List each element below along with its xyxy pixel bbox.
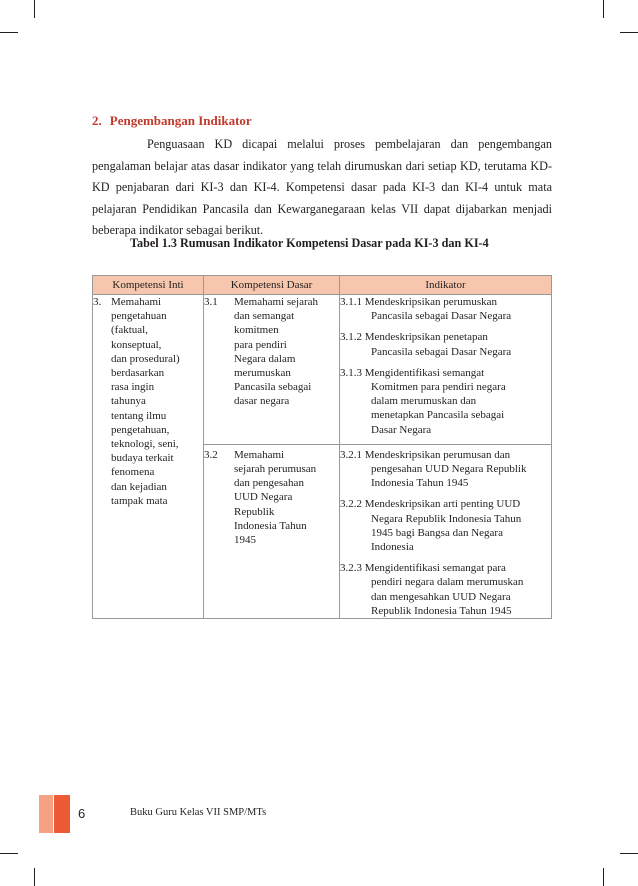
indicator-line: Republik Indonesia Tahun 1945 — [371, 604, 512, 617]
ki-line: tentang ilmu — [111, 409, 167, 422]
indicator-line: Pancasila sebagai Dasar Negara — [371, 310, 512, 323]
indicator-code: 3.2.3 — [340, 562, 362, 575]
indicator-item — [340, 366, 551, 437]
indicator-line: dan mengesahkan UUD Negara — [371, 590, 511, 603]
table-header-row — [93, 276, 552, 295]
kd-line: sejarah perumusan — [234, 463, 317, 476]
header-kompetensi-inti: Kompetensi Inti — [93, 276, 204, 295]
indicator-item — [340, 448, 551, 491]
indicator-line: Indonesia Tahun 1945 — [371, 477, 469, 490]
indicator-code: 3.1.2 — [340, 331, 362, 344]
crop-mark — [603, 0, 604, 18]
kd-line: dan pengesahan — [234, 477, 304, 490]
indicator-line: Mendeskripsikan perumusan dan — [364, 448, 511, 461]
indicator-line: Indonesia — [371, 541, 414, 554]
indicator-line: Mendeskripsikan penetapan — [364, 331, 488, 344]
kd-line: Indonesia Tahun — [234, 519, 307, 532]
indicator-code: 3.2.1 — [340, 448, 362, 461]
ki-line: dan prosedural) — [111, 352, 180, 365]
indicator-line: 1945 bagi Bangsa dan Negara — [371, 526, 503, 539]
ki-line: berdasarkan — [111, 367, 165, 380]
ki-line: (faktual, — [111, 324, 148, 337]
indicator-item — [340, 497, 551, 554]
indicator-item — [340, 330, 551, 358]
kd-number: 3.1 — [204, 296, 218, 308]
ki-line: pengetahuan — [111, 310, 167, 323]
kd-line: dasar negara — [234, 395, 290, 408]
indicator-cell — [340, 444, 552, 618]
indicator-code: 3.1.3 — [340, 366, 362, 379]
indicator-line: pendiri negara dalam merumuskan — [371, 576, 524, 589]
ki-line: rasa ingin — [111, 381, 155, 394]
crop-mark — [603, 868, 604, 886]
indicator-table — [92, 275, 552, 619]
kd-line: Republik — [234, 505, 275, 518]
footer-bar-accent — [54, 795, 70, 833]
header-indikator: Indikator — [340, 276, 552, 295]
indicator-line: Mengidentifikasi semangat — [364, 366, 485, 379]
indicator-line: Pancasila sebagai Dasar Negara — [371, 345, 512, 358]
kd-line: UUD Negara — [234, 491, 293, 504]
section-title: Pengembangan Indikator — [109, 113, 252, 128]
ki-line: tahunya — [111, 395, 146, 408]
indicator-line: Mendeskripsikan arti penting UUD — [364, 498, 521, 511]
indicator-line: Negara Republik Indonesia Tahun — [371, 512, 522, 525]
indicator-item — [340, 561, 551, 618]
kd-line: dan semangat — [234, 310, 295, 323]
ki-line: pengetahuan, — [111, 423, 170, 436]
intro-paragraph — [92, 134, 552, 242]
footer-book-title: Buku Guru Kelas VII SMP/MTs — [130, 807, 267, 818]
crop-mark — [34, 0, 35, 18]
kd-line: Memahami — [234, 448, 285, 461]
table-caption: Tabel 1.3 Rumusan Indikator Kompetensi Dasar pada KI-3 dan KI-4 — [130, 236, 489, 250]
indicator-item — [340, 295, 551, 323]
indicator-line: Komitmen para pendiri negara — [371, 381, 506, 394]
ki-line: tampak mata — [111, 494, 168, 507]
crop-mark — [0, 853, 18, 854]
indicator-line: Mendeskripsikan perumuskan — [364, 296, 498, 308]
ki-number: 3. — [93, 296, 102, 308]
indicator-cell — [340, 295, 552, 445]
footer-bar-light — [39, 795, 53, 833]
crop-mark — [620, 32, 638, 33]
ki-cell — [93, 295, 204, 619]
crop-mark — [34, 868, 35, 886]
kd-cell — [204, 444, 340, 618]
kd-text — [234, 295, 332, 409]
paragraph-text: Penguasaan KD dicapai melalui proses pembelajaran dan pengembangan pengalaman belajar atas dasar indikator yang telah dirumuskan dari setiap KD, terutama KD-KD penjabaran dari KI-3 dan KI-4. Kompetensi dasar pada KI-3 dan KI-4 untuk mata pelajaran Pendidikan Pancasila dan Kewarganegaraan kelas VII dapat dijabarkan menjadi beberapa indikator sebagai berikut. — [92, 137, 552, 238]
kd-number: 3.2 — [204, 448, 218, 461]
crop-mark — [620, 853, 638, 854]
crop-mark — [0, 32, 18, 33]
indicator-line: dalam merumuskan dan — [371, 395, 477, 408]
indicator-line: Mengidentifikasi semangat para — [364, 562, 506, 575]
indicator-line: menetapkan Pancasila sebagai — [371, 409, 505, 422]
kd-line: Pancasila sebagai — [234, 381, 312, 394]
indicator-line: Dasar Negara — [371, 423, 432, 436]
indicator-code: 3.2.2 — [340, 498, 362, 511]
kd-line: Memahami sejarah — [234, 296, 318, 308]
ki-line: fenomena — [111, 466, 155, 479]
ki-line: teknologi, seni, — [111, 438, 179, 451]
indicator-code: 3.1.1 — [340, 296, 362, 308]
ki-line: Memahami — [111, 296, 162, 308]
ki-line: budaya terkait — [111, 452, 174, 465]
section-heading — [92, 113, 252, 129]
kd-line: para pendiri — [234, 338, 287, 351]
header-kompetensi-dasar: Kompetensi Dasar — [204, 276, 340, 295]
kd-line: merumuskan — [234, 367, 291, 380]
ki-line: dan kejadian — [111, 480, 167, 493]
kd-line: Negara dalam — [234, 352, 296, 365]
kd-line: komitmen — [234, 324, 279, 337]
page-number: 6 — [78, 806, 86, 821]
table-row — [93, 295, 552, 445]
ki-line: konseptual, — [111, 338, 162, 351]
kd-line: 1945 — [234, 534, 256, 547]
indicator-line: pengesahan UUD Negara Republik — [371, 463, 527, 476]
kd-cell — [204, 295, 340, 445]
kd-text — [234, 448, 332, 547]
section-number: 2. — [92, 113, 102, 128]
